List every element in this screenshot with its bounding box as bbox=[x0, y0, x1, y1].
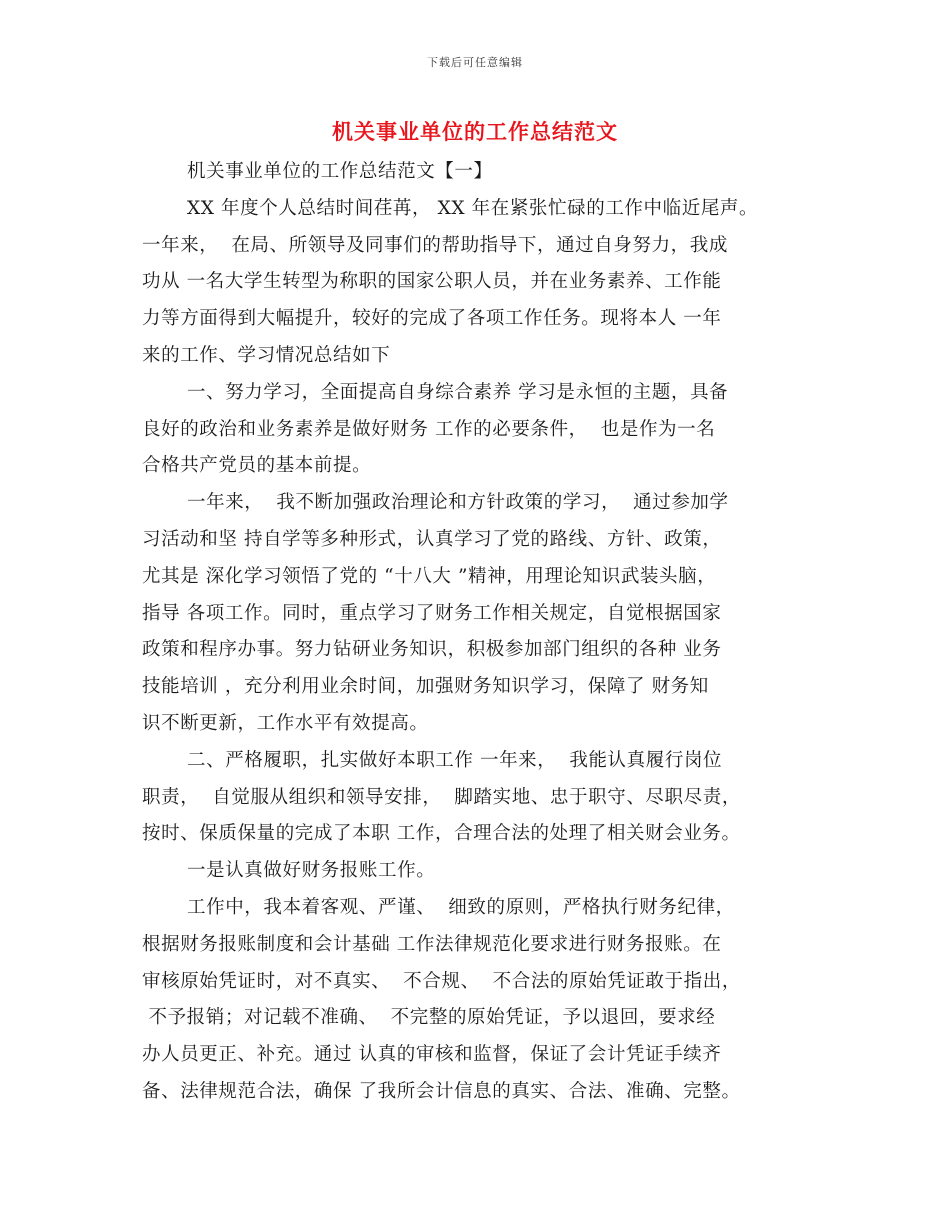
body-line: 习活动和坚 持自学等多种形式，认真学习了党的路线、方针、政策， bbox=[142, 528, 722, 550]
body-line: 一年来， 在局、所领导及同事们的帮助指导下，通过自身努力，我成 bbox=[142, 234, 728, 256]
body-line: 指导 各项工作。同时，重点学习了财务工作相关规定，自觉根据国家 bbox=[142, 602, 722, 624]
body-line: 一、努力学习，全面提高自身综合素养 学习是永恒的主题，具备 bbox=[187, 381, 729, 403]
body-line: 不予报销；对记载不准确、 不完整的原始凭证，予以退回，要求经 bbox=[142, 1007, 716, 1029]
body-line: 职责， 自觉服从组织和领导安排， 脚踏实地、忠于职守、尽职尽责， bbox=[142, 786, 741, 808]
body-line: 二、严格履职，扎实做好本职工作 一年来， 我能认真履行岗位 bbox=[187, 749, 723, 771]
body-line: 合格共产党员的基本前提。 bbox=[142, 455, 372, 477]
body-line: 工作中，我本着客观、严谨、 细致的原则，严格执行财务纪律， bbox=[187, 896, 735, 918]
body-line: 尤其是 深化学习领悟了党的 “十八大 ”精神，用理论知识武装头脑， bbox=[142, 565, 717, 587]
body-line: 政策和程序办事。努力钻研业务知识，积极参加部门组织的各种 业务 bbox=[142, 639, 722, 661]
body-line: 良好的政治和业务素养是做好财务 工作的必要条件， 也是作为一名 bbox=[142, 418, 716, 440]
body-line: 力等方面得到大幅提升，较好的完成了各项工作任务。现将本人 一年 bbox=[142, 308, 722, 330]
document-body bbox=[142, 154, 822, 1111]
body-line: 机关事业单位的工作总结范文【一】 bbox=[187, 161, 493, 182]
document-title: 机关事业单位的工作总结范文 bbox=[332, 119, 618, 144]
body-line: 识不断更新，工作水平有效提高。 bbox=[142, 712, 429, 734]
body-line: 一是认真做好财务报账工作。 bbox=[187, 860, 436, 882]
body-line: 一年来， 我不断加强政治理论和方针政策的学习， 通过参加学 bbox=[187, 492, 729, 514]
body-line: 审核原始凭证时，对不真实、 不合规、 不合法的原始凭证敢于指出， bbox=[142, 970, 741, 992]
body-line: XX 年度个人总结时间荏苒， XX 年在紧张忙碌的工作中临近尾声。 bbox=[187, 197, 759, 219]
body-line: 功从 一名大学生转型为称职的国家公职人员，并在业务素养、工作能 bbox=[142, 271, 722, 293]
body-line: 办人员更正、补充。通过 认真的审核和监督，保证了会计凭证手续齐 bbox=[142, 1044, 722, 1066]
body-line: 按时、保质保量的完成了本职 工作，合理合法的处理了相关财会业务。 bbox=[142, 823, 741, 845]
body-line: 根据财务报账制度和会计基础 工作法律规范化要求进行财务报账。在 bbox=[142, 933, 722, 955]
header-note: 下载后可任意编辑 bbox=[427, 56, 523, 69]
body-line: 来的工作、学习情况总结如下 bbox=[142, 344, 391, 366]
body-line: 备、法律规范合法，确保 了我所会计信息的真实、合法、准确、完整。 bbox=[142, 1080, 741, 1102]
body-line: 技能培训 ，充分利用业余时间，加强财务知识学习，保障了 财务知 bbox=[142, 676, 709, 698]
